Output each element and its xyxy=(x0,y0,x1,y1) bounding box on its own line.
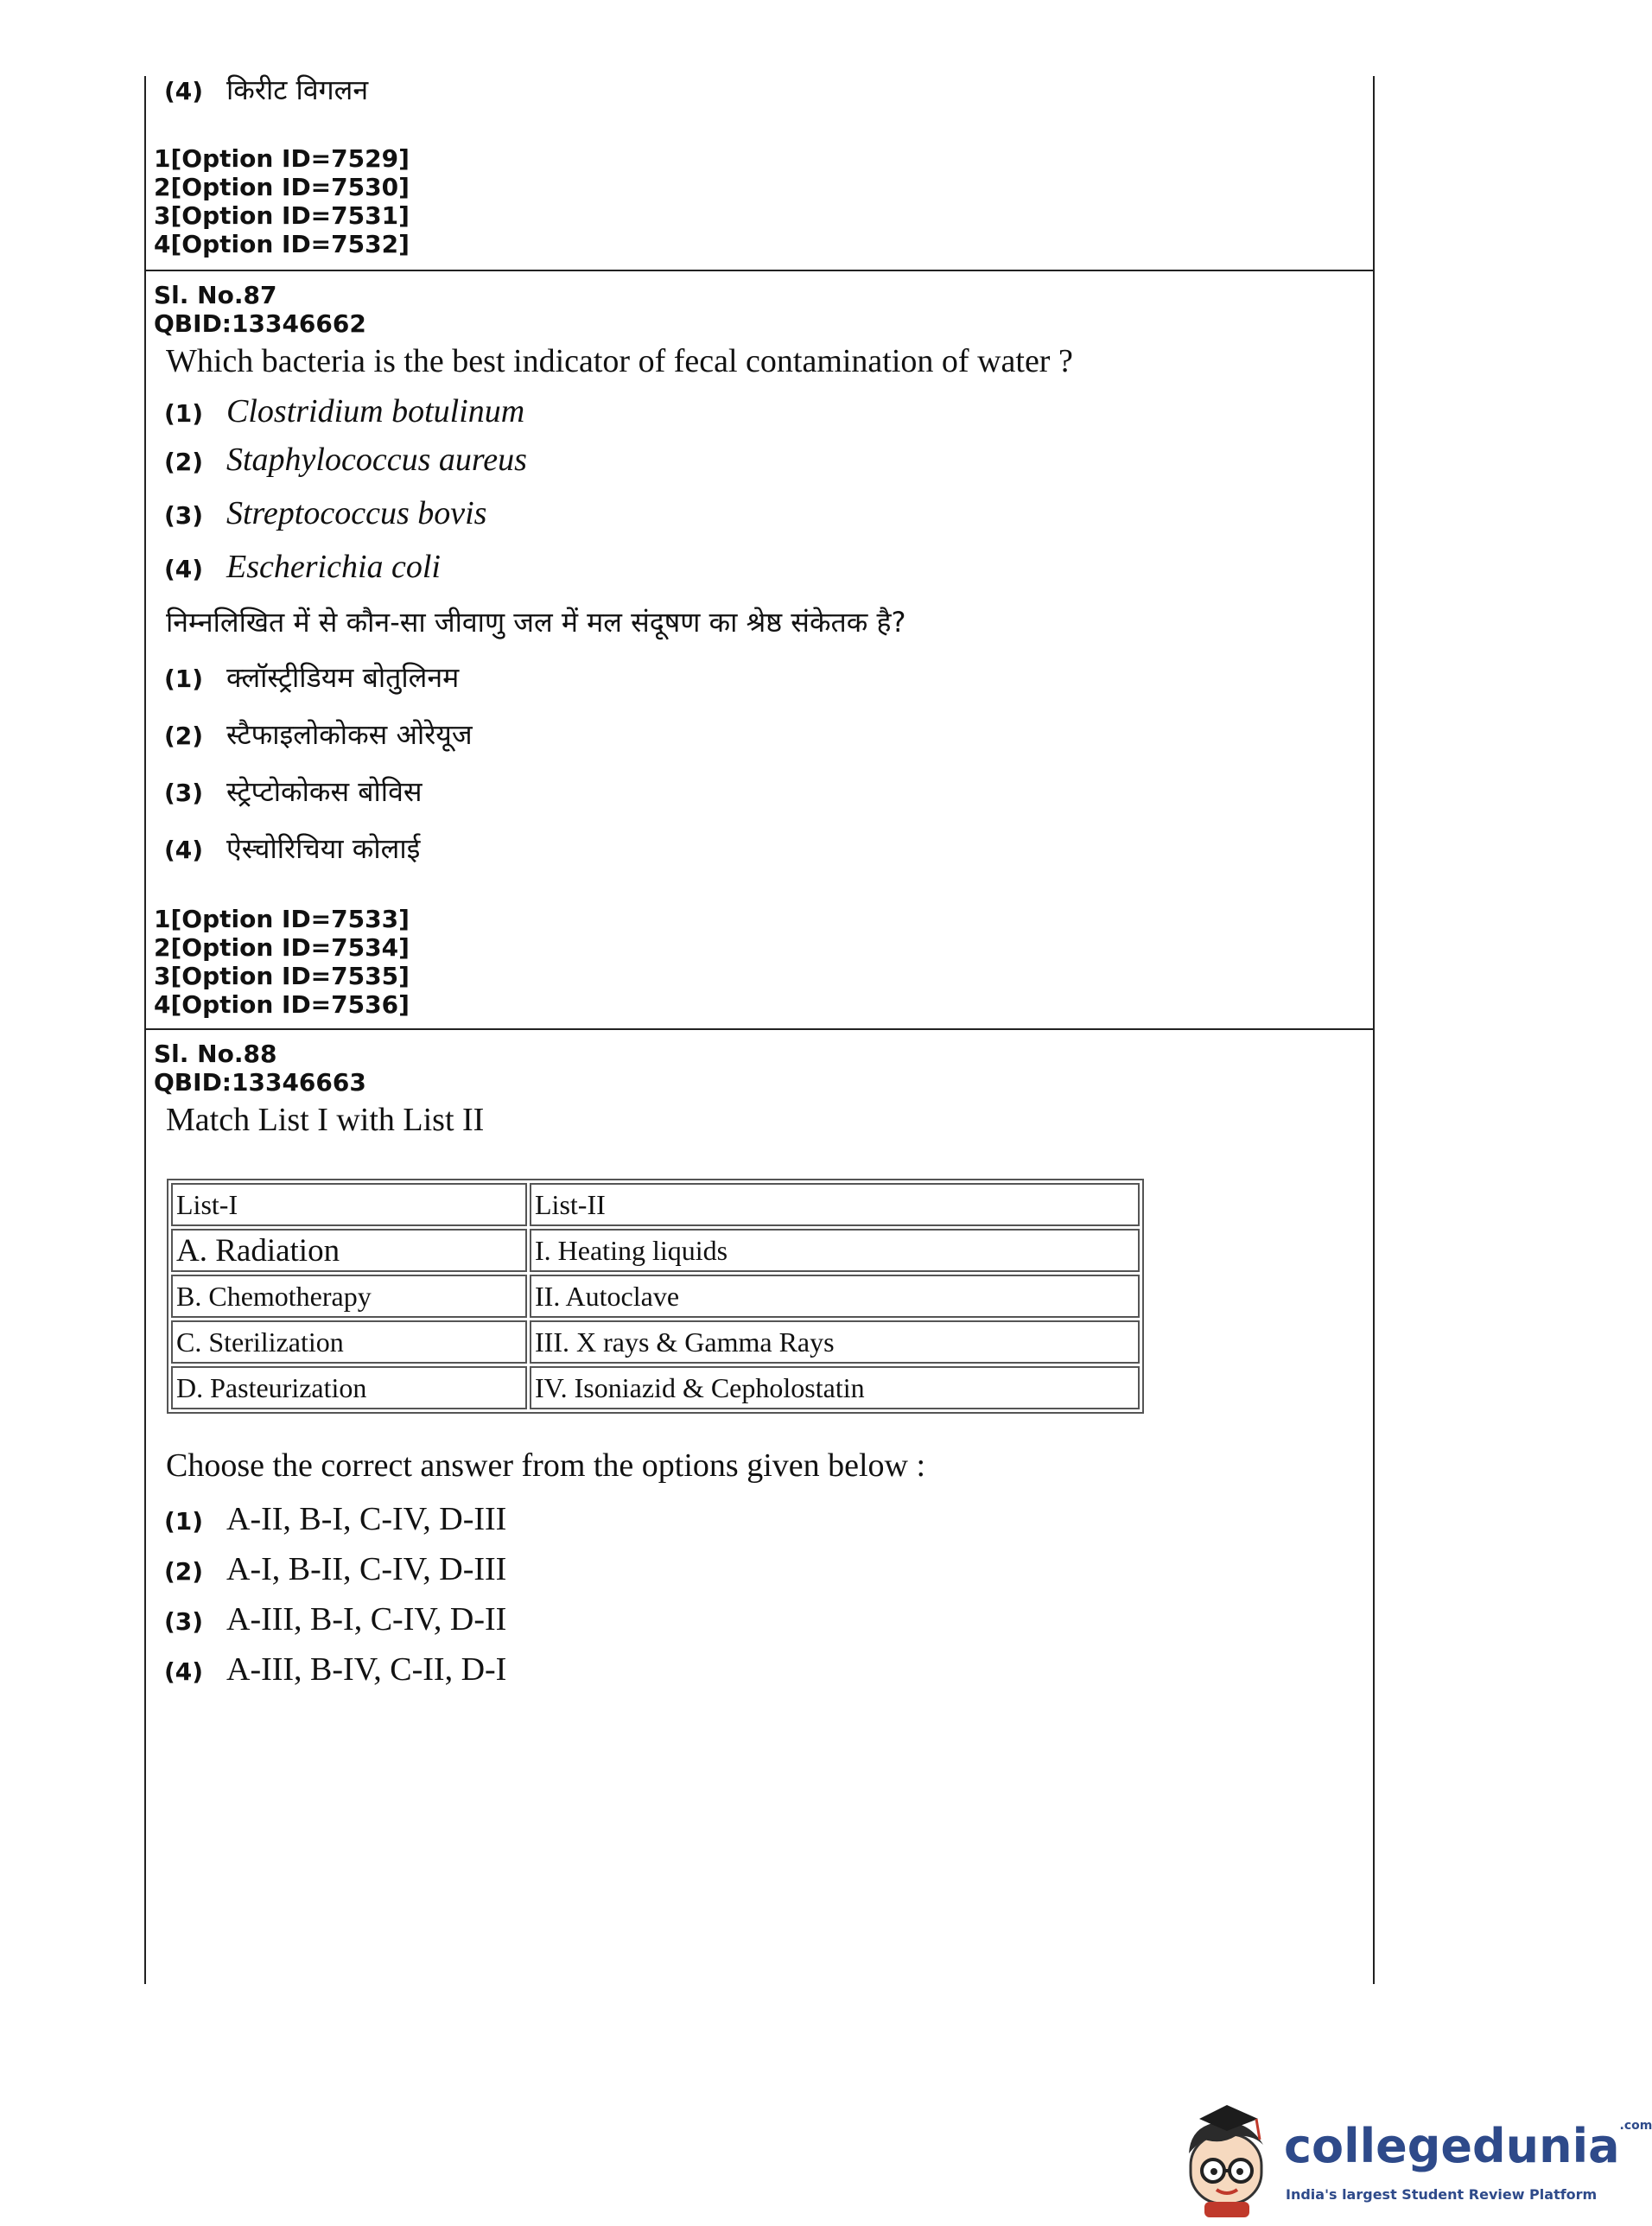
table-cell: I. Heating liquids xyxy=(530,1229,1140,1272)
table-row xyxy=(171,1229,1140,1272)
table-cell: C. Sterilization xyxy=(171,1320,527,1364)
qbid: QBID:13346662 xyxy=(154,309,366,338)
option-text: Streptococcus bovis xyxy=(226,495,487,531)
q87-question-en: Which bacteria is the best indicator of fecal contamination of water ? xyxy=(166,343,1073,379)
match-table xyxy=(167,1179,1144,1414)
table-cell: B. Chemotherapy xyxy=(171,1275,527,1318)
table-header-row xyxy=(171,1183,1140,1226)
q88-option-2 xyxy=(164,1550,506,1588)
option-text: A-II, B-I, C-IV, D-III xyxy=(226,1501,507,1537)
option-id: 2[Option ID=7530] xyxy=(154,173,410,201)
serial-number: Sl. No.88 xyxy=(154,1040,277,1068)
q88-question: Match List I with List II xyxy=(166,1102,485,1138)
option-number: (1) xyxy=(164,665,204,693)
option-text: ऐस्चोरिचिया कोलाई xyxy=(226,832,421,865)
option-text: A-III, B-I, C-IV, D-II xyxy=(226,1601,507,1638)
logo-suffix: .com xyxy=(1619,2119,1652,2133)
q87-option-en-3 xyxy=(164,494,486,532)
q87-option-hi-2 xyxy=(164,716,473,753)
logo-name: collegedunia xyxy=(1284,2119,1620,2173)
q87-header xyxy=(154,281,366,338)
option-number: (4) xyxy=(164,836,204,864)
mascot-icon xyxy=(1173,2100,1281,2221)
collegedunia-logo xyxy=(1173,2100,1652,2221)
table-cell: II. Autoclave xyxy=(530,1275,1140,1318)
table-cell: A. Radiation xyxy=(171,1229,527,1272)
q88-instruction: Choose the correct answer from the options given below : xyxy=(166,1447,926,1484)
q88-header xyxy=(154,1040,366,1097)
prev-option-ids xyxy=(154,144,410,258)
table-cell: III. X rays & Gamma Rays xyxy=(530,1320,1140,1364)
option-id: 3[Option ID=7531] xyxy=(154,201,410,230)
q87-option-en-4 xyxy=(164,548,441,586)
q88-option-3 xyxy=(164,1600,506,1638)
option-text: Staphylococcus aureus xyxy=(226,442,527,478)
q87-option-ids xyxy=(154,905,410,1019)
option-number: (2) xyxy=(164,722,204,750)
q87-option-hi-4 xyxy=(164,830,420,867)
option-id: 2[Option ID=7534] xyxy=(154,933,410,962)
option-id: 3[Option ID=7535] xyxy=(154,962,410,990)
table-header: List-I xyxy=(171,1183,527,1226)
table-header: List-II xyxy=(530,1183,1140,1226)
option-id: 1[Option ID=7529] xyxy=(154,144,410,173)
q87-option-en-1 xyxy=(164,392,524,430)
q87-option-hi-1 xyxy=(164,658,459,696)
divider xyxy=(144,270,1375,271)
option-id: 4[Option ID=7532] xyxy=(154,230,410,258)
table-cell: IV. Isoniazid & Cepholostatin xyxy=(530,1366,1140,1409)
option-number: (3) xyxy=(164,1607,204,1636)
qbid: QBID:13346663 xyxy=(154,1068,366,1097)
logo-tagline: India's largest Student Review Platform xyxy=(1286,2186,1598,2203)
option-id: 1[Option ID=7533] xyxy=(154,905,410,933)
q87-question-hi: निम्नलिखित में से कौन-सा जीवाणु जल में मल संदूषण का श्रेष्ठ संकेतक है? xyxy=(166,606,906,639)
option-number: (1) xyxy=(164,399,204,428)
q88-option-4 xyxy=(164,1650,506,1689)
divider xyxy=(144,1028,1375,1030)
option-text: Escherichia coli xyxy=(226,549,441,585)
prev-option-4 xyxy=(164,71,368,108)
option-number: (4) xyxy=(164,1657,204,1686)
option-number: (3) xyxy=(164,779,204,807)
option-text: Clostridium botulinum xyxy=(226,393,525,429)
table-row xyxy=(171,1275,1140,1318)
serial-number: Sl. No.87 xyxy=(154,281,277,309)
option-number: (4) xyxy=(164,555,204,583)
q87-option-en-2 xyxy=(164,441,527,479)
table-cell: D. Pasteurization xyxy=(171,1366,527,1409)
table-row xyxy=(171,1320,1140,1364)
option-number: (1) xyxy=(164,1507,204,1536)
option-text: स्टैफाइलोकोकस ओरेयूज xyxy=(226,718,473,751)
option-number: (2) xyxy=(164,1557,204,1586)
table-row xyxy=(171,1366,1140,1409)
option-text: किरीट विगलन xyxy=(226,73,369,106)
option-text: A-III, B-IV, C-II, D-I xyxy=(226,1651,507,1688)
q88-option-1 xyxy=(164,1500,506,1538)
q87-option-hi-3 xyxy=(164,773,423,810)
option-id: 4[Option ID=7536] xyxy=(154,990,410,1019)
option-number: (2) xyxy=(164,448,204,476)
option-text: स्ट्रेप्टोकोकस बोविस xyxy=(226,775,423,808)
option-number: (4) xyxy=(164,77,204,105)
option-text: A-I, B-II, C-IV, D-III xyxy=(226,1551,507,1587)
option-text: क्लॉस्ट्रीडियम बोतुलिनम xyxy=(226,661,460,694)
option-number: (3) xyxy=(164,501,204,530)
